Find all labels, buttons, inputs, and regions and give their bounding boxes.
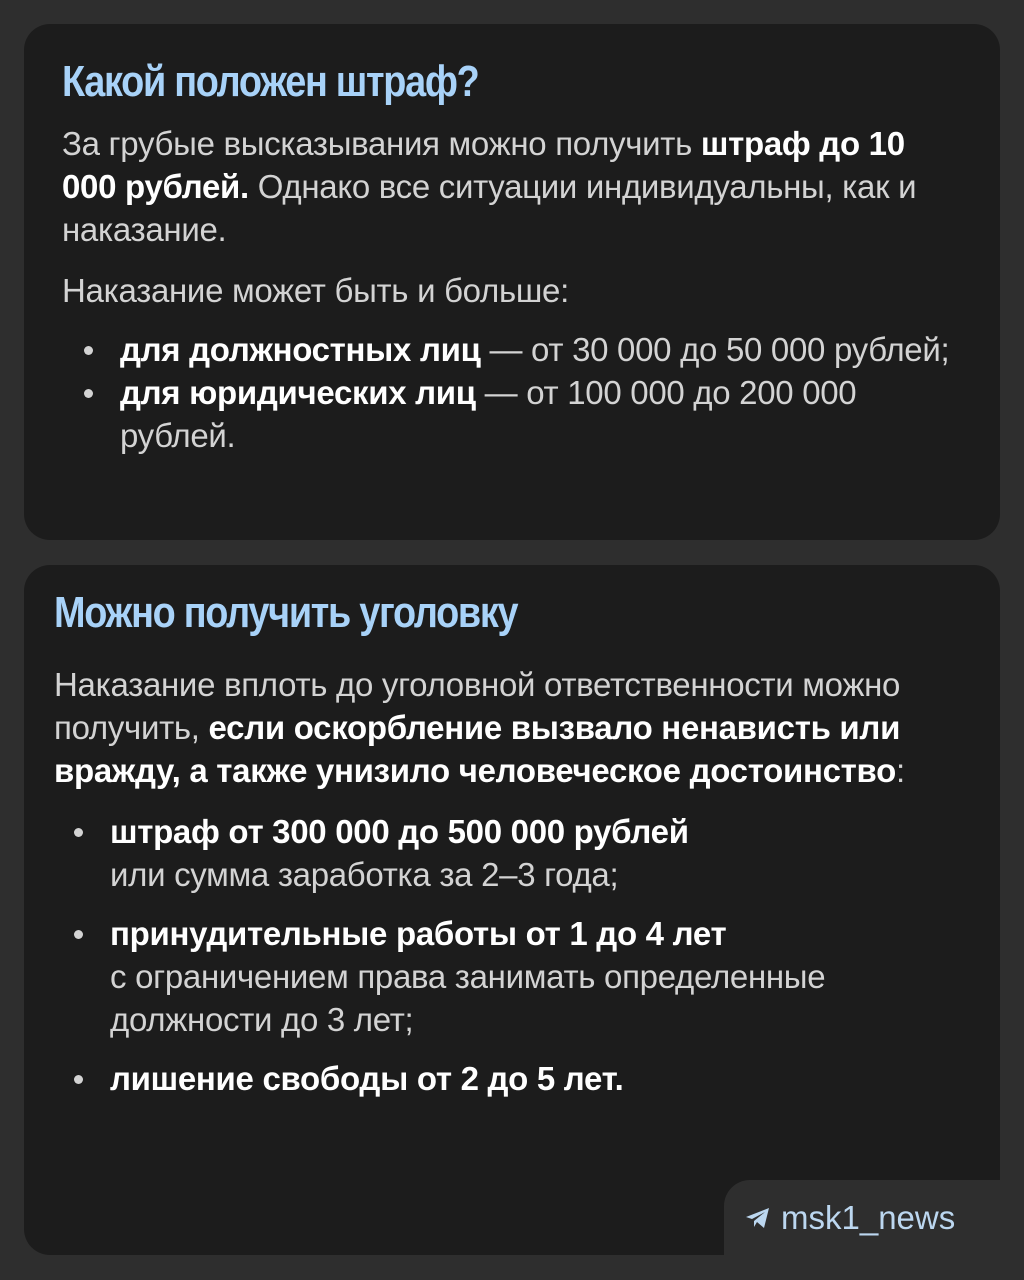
card-title: Можно получить уголовку [54,588,518,637]
fine-info-card [24,24,1000,540]
list-item: для должностных лиц — от 30 000 до 50 000 рублей; [62,328,962,371]
penalty-list [54,810,970,1100]
channel-watermark [745,1194,955,1242]
card-title: Какой положен штраф? [62,57,479,106]
condition-highlight: если оскорбление вызвало ненависть или вражду, а также унизило человеческое достоинство [54,709,901,789]
more-paragraph: Наказание может быть и больше: [62,272,569,309]
criminal-info-card [24,565,1000,1255]
fine-list [62,328,962,457]
fine-highlight: штраф до 10 000 рублей. [62,125,905,205]
intro-paragraph: Наказание вплоть до уголовной ответственности можно получить, если оскорбление вызвало ненависть или вражду, а также унизило человеческое достоинство: [54,666,905,789]
list-item: принудительные работы от 1 до 4 лет с ограничением права занимать определенные должности до 3 лет; [54,912,970,1041]
list-item: штраф от 300 000 до 500 000 рублей или сумма заработка за 2–3 года; [54,810,970,896]
intro-paragraph: За грубые высказывания можно получить штраф до 10 000 рублей. Однако все ситуации индивидуальны, как и наказание. [62,125,917,248]
channel-name: msk1_news [781,1199,956,1236]
list-item: лишение свободы от 2 до 5 лет. [54,1057,970,1100]
telegram-icon [745,1207,771,1229]
list-item: для юридических лиц — от 100 000 до 200 000 рублей. [62,371,962,457]
